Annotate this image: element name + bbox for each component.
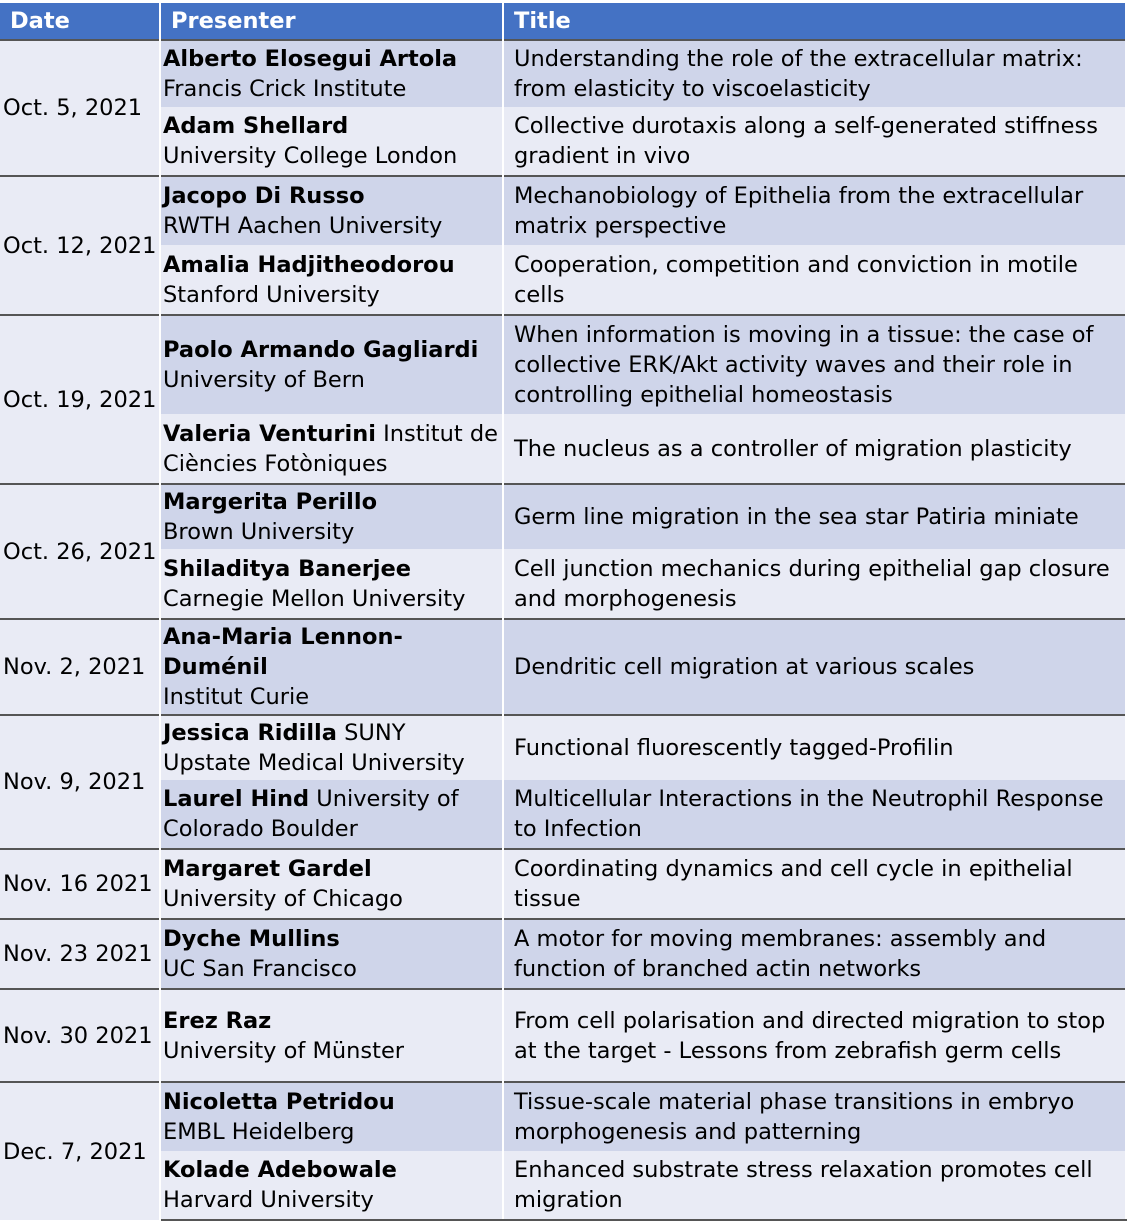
talk-title: Understanding the role of the extracellular matrix: from elasticity to viscoelasticity [503, 40, 1126, 107]
presenter-name: Valeria Venturini [163, 420, 376, 447]
presenter-name: Adam Shellard [163, 113, 349, 139]
presenter-affiliation: RWTH Aachen University [163, 213, 443, 239]
talk-title: When information is moving in a tissue: the case of collective ERK/Akt activity waves and their role in controlling epithelial homeostasis [503, 315, 1126, 414]
presenter-cell [160, 414, 503, 484]
presenter-affiliation: University of Münster [163, 1037, 405, 1064]
presenter-cell [160, 549, 503, 619]
talk-title: Tissue-scale material phase transitions in embryo morphogenesis and patterning [503, 1082, 1126, 1151]
presenter-name: Amalia Hadjitheodorou [163, 251, 455, 278]
talk-title: Functional fluorescently tagged-Profilin [503, 715, 1126, 780]
seminar-schedule-table [0, 3, 1127, 1221]
presenter-affiliation: Institut Curie [163, 684, 310, 710]
talk-title: A motor for moving membranes: assembly and function of branched actin networks [503, 919, 1126, 989]
presenter-affiliation: Harvard University [163, 1187, 374, 1213]
presenter-cell [160, 484, 503, 549]
presenter-affiliation: Brown University [163, 519, 355, 545]
presenter-cell [160, 849, 503, 919]
table-row [0, 549, 1126, 619]
presenter-affiliation: University of Chicago [163, 886, 403, 912]
date-cell: Oct. 26, 2021 [0, 484, 160, 619]
presenter-name: Laurel Hind [163, 786, 310, 812]
table-row [0, 40, 1126, 107]
presenter-affiliation: SUNY Upstate Medical University [163, 720, 465, 776]
presenter-affiliation: Francis Crick Institute [163, 76, 407, 102]
date-cell: Oct. 19, 2021 [0, 315, 160, 484]
date-cell: Nov. 16 2021 [0, 849, 160, 919]
talk-title: Dendritic cell migration at various scales [503, 619, 1126, 715]
presenter-name: Shiladitya Banerjee [163, 555, 412, 582]
date-cell: Nov. 30 2021 [0, 989, 160, 1082]
presenter-name: Erez Raz [163, 1007, 272, 1034]
column-header-date: Date [0, 3, 160, 40]
table-row [0, 715, 1126, 780]
table-row [0, 107, 1126, 176]
table-row [0, 1082, 1126, 1151]
presenter-name: Ana-Maria Lennon-Duménil [163, 624, 403, 680]
table-row [0, 919, 1126, 989]
presenter-name: Margaret Gardel [163, 856, 372, 882]
talk-title: Coordinating dynamics and cell cycle in epithelial tissue [503, 849, 1126, 919]
presenter-name: Margerita Perillo [163, 489, 378, 515]
presenter-cell [160, 176, 503, 245]
header-row [0, 3, 1126, 40]
table-row [0, 176, 1126, 245]
talk-title: Multicellular Interactions in the Neutrophil Response to Infection [503, 780, 1126, 849]
presenter-affiliation: Carnegie Mellon University [163, 585, 466, 612]
table-row [0, 484, 1126, 549]
presenter-cell [160, 245, 503, 315]
presenter-name: Jessica Ridilla [163, 720, 337, 746]
column-header-presenter: Presenter [160, 3, 503, 40]
table-row [0, 245, 1126, 315]
presenter-cell [160, 1151, 503, 1220]
talk-title: Cooperation, competition and conviction in motile cells [503, 245, 1126, 315]
talk-title: From cell polarisation and directed migration to stop at the target - Lessons from zebrafish germ cells [503, 989, 1126, 1082]
presenter-affiliation: UC San Francisco [163, 956, 357, 982]
table-row [0, 619, 1126, 715]
presenter-cell [160, 107, 503, 176]
date-cell: Oct. 5, 2021 [0, 40, 160, 176]
table-row [0, 315, 1126, 414]
presenter-cell [160, 919, 503, 989]
presenter-name: Alberto Elosegui Artola [163, 46, 458, 72]
presenter-cell [160, 619, 503, 715]
presenter-cell [160, 989, 503, 1082]
column-header-title: Title [503, 3, 1126, 40]
presenter-affiliation: EMBL Heidelberg [163, 1119, 355, 1145]
talk-title: The nucleus as a controller of migration plasticity [503, 414, 1126, 484]
presenter-cell [160, 315, 503, 414]
talk-title: Cell junction mechanics during epithelial gap closure and morphogenesis [503, 549, 1126, 619]
schedule-body [0, 40, 1126, 1220]
presenter-affiliation: Stanford University [163, 281, 380, 308]
date-cell: Nov. 9, 2021 [0, 715, 160, 849]
date-cell: Dec. 7, 2021 [0, 1082, 160, 1220]
presenter-affiliation: University of Colorado Boulder [163, 786, 459, 842]
date-cell: Nov. 2, 2021 [0, 619, 160, 715]
table-row [0, 1151, 1126, 1220]
presenter-cell [160, 40, 503, 107]
presenter-affiliation: Institut de Ciències Fotòniques [163, 420, 498, 477]
presenter-affiliation: University College London [163, 143, 458, 169]
presenter-name: Paolo Armando Gagliardi [163, 337, 479, 363]
presenter-name: Nicoletta Petridou [163, 1089, 395, 1115]
presenter-name: Kolade Adebowale [163, 1157, 397, 1183]
date-cell: Nov. 23 2021 [0, 919, 160, 989]
table-row [0, 780, 1126, 849]
talk-title: Enhanced substrate stress relaxation promotes cell migration [503, 1151, 1126, 1220]
presenter-affiliation: University of Bern [163, 367, 365, 393]
talk-title: Mechanobiology of Epithelia from the extracellular matrix perspective [503, 176, 1126, 245]
table-row [0, 414, 1126, 484]
table-row [0, 849, 1126, 919]
presenter-name: Dyche Mullins [163, 926, 340, 952]
talk-title: Germ line migration in the sea star Patiria miniate [503, 484, 1126, 549]
presenter-cell [160, 1082, 503, 1151]
presenter-name: Jacopo Di Russo [163, 183, 365, 209]
date-cell: Oct. 12, 2021 [0, 176, 160, 315]
talk-title: Collective durotaxis along a self-generated stiffness gradient in vivo [503, 107, 1126, 176]
table-row [0, 989, 1126, 1082]
presenter-cell [160, 715, 503, 780]
presenter-cell [160, 780, 503, 849]
